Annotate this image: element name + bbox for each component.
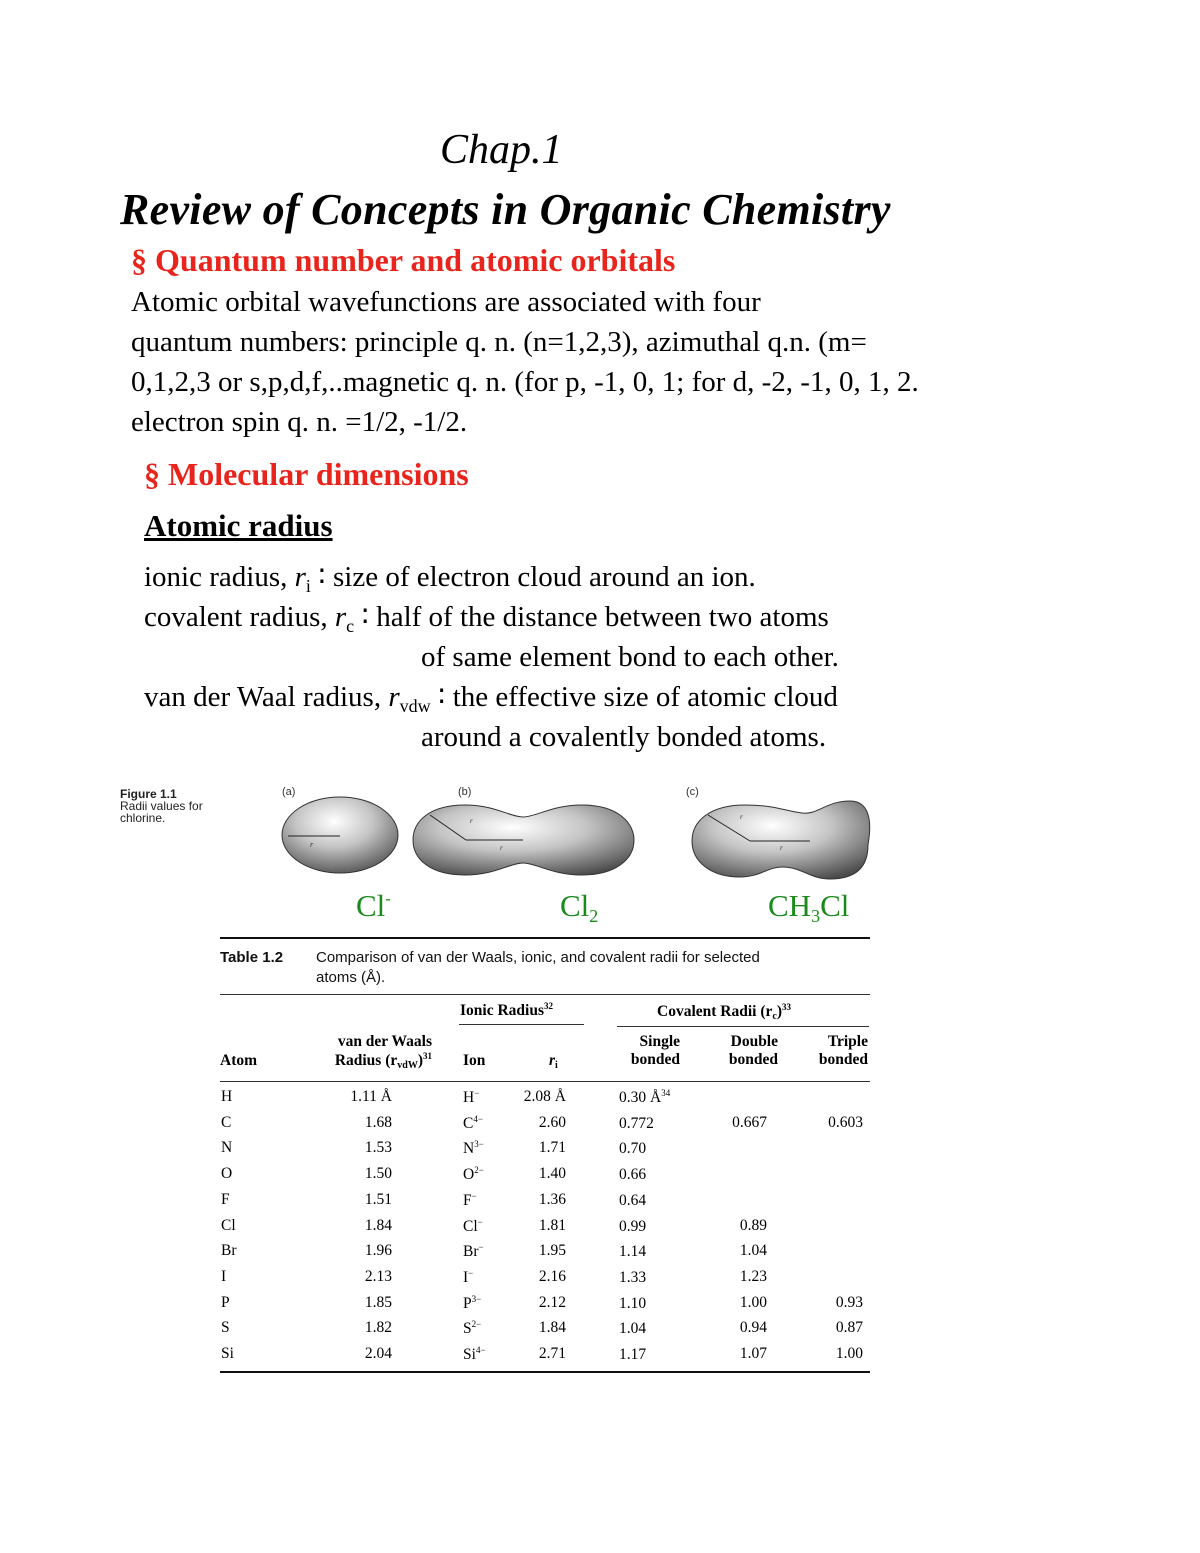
cell-triple: 0.603 bbox=[828, 1113, 863, 1131]
cell-atom: Br bbox=[221, 1242, 237, 1260]
vdw-radius-line: van der Waal radius, $r_{vdw}$ ∶ the effective size of atomic cloud bbox=[144, 681, 838, 716]
paragraph-line: Atomic orbital wavefunctions are associated with four bbox=[131, 286, 761, 318]
cell-vdw: 1.84 bbox=[364, 1216, 392, 1234]
paragraph-quantum bbox=[131, 282, 919, 442]
cell-vdw: 1.68 bbox=[364, 1113, 392, 1131]
cell-single: 0.70 bbox=[619, 1140, 647, 1158]
covalent-group-rule bbox=[617, 1026, 869, 1027]
cell-triple: 0.93 bbox=[835, 1293, 863, 1311]
section-heading-dimensions: § Molecular dimensions bbox=[144, 456, 469, 492]
cell-atom: S bbox=[221, 1319, 230, 1337]
cell-ri: 2.71 bbox=[538, 1345, 566, 1362]
cell-single: 1.17 bbox=[619, 1346, 647, 1363]
figure-caption: Figure 1.1 Radii values for chlorine. bbox=[120, 787, 203, 825]
svg-text:r: r bbox=[310, 840, 314, 849]
species-label-chloromethane: $CH_3Cl$ bbox=[768, 888, 850, 926]
cell-atom: O bbox=[221, 1165, 233, 1183]
cell-ion: $P^{3-}$ bbox=[463, 1293, 482, 1312]
cell-ion: $N^{3-}$ bbox=[463, 1139, 484, 1158]
cell-single: 0.64 bbox=[619, 1191, 647, 1209]
cell-ion: $S^{2-}$ bbox=[463, 1319, 482, 1338]
table-group-covalent: Covalent Radii (rc)$^{33}$ bbox=[657, 1002, 792, 1022]
vdw-radius-continuation: around a covalently bonded atoms. bbox=[421, 721, 827, 753]
cell-ion: Cl− bbox=[463, 1216, 483, 1235]
col-header-single: Single bonded bbox=[630, 1033, 680, 1068]
table-header-top-rule bbox=[220, 994, 870, 995]
cell-ri: 1.36 bbox=[538, 1190, 566, 1208]
cell-vdw: 1.96 bbox=[364, 1242, 392, 1260]
cell-atom: Si bbox=[221, 1345, 234, 1362]
cell-double: 1.00 bbox=[739, 1293, 767, 1311]
cell-triple: 1.00 bbox=[835, 1345, 863, 1362]
col-header-atom: Atom bbox=[220, 1052, 258, 1069]
cell-ri: 1.71 bbox=[538, 1139, 566, 1157]
cell-vdw: 1.11 Å bbox=[350, 1088, 392, 1105]
cell-ri: 1.40 bbox=[538, 1165, 566, 1183]
page-title: Review of Concepts in Organic Chemistry bbox=[120, 185, 891, 234]
cell-vdw: 1.53 bbox=[364, 1139, 392, 1157]
cell-vdw: 1.85 bbox=[364, 1293, 392, 1311]
cell-ion: $O^{2-}$ bbox=[463, 1165, 484, 1184]
cell-single: 1.04 bbox=[619, 1320, 647, 1338]
chapter-label: Chap.1 bbox=[440, 127, 563, 173]
cell-atom: C bbox=[221, 1113, 232, 1131]
cell-ri: 2.12 bbox=[538, 1293, 566, 1311]
cell-atom: Cl bbox=[221, 1216, 236, 1234]
svg-text:r: r bbox=[470, 817, 473, 825]
paragraph-line: electron spin q. n. =1/2, -1/2. bbox=[131, 406, 468, 438]
cell-ion: $Si^{4-}$ bbox=[463, 1345, 486, 1363]
cell-single: 0.99 bbox=[619, 1217, 647, 1235]
panel-label-b: (b) bbox=[458, 786, 472, 798]
cell-ion: F− bbox=[463, 1190, 477, 1209]
table-bottom-rule bbox=[220, 1371, 870, 1373]
orbital-figure bbox=[270, 795, 880, 890]
table-group-ionic: Ionic Radius$^{32}$ bbox=[460, 1001, 553, 1019]
cell-single: 1.33 bbox=[619, 1268, 647, 1286]
chloromethane-shape bbox=[692, 801, 870, 879]
cell-double: 0.667 bbox=[732, 1113, 767, 1131]
covalent-radius-line: covalent radius, $r_c$ ∶ half of the distance between two atoms bbox=[144, 601, 829, 636]
paragraph-line: 0,1,2,3 or s,p,d,f,..magnetic q. n. (for p, -1, 0, 1; for d, -2, -1, 0, 1, 2. bbox=[131, 366, 919, 398]
section-heading-quantum: § Quantum number and atomic orbitals bbox=[131, 242, 676, 278]
cell-ri: 2.60 bbox=[538, 1113, 566, 1131]
cell-vdw: 2.13 bbox=[364, 1267, 392, 1285]
cell-atom: I bbox=[221, 1267, 227, 1285]
chloride-ion-shape bbox=[282, 797, 398, 873]
cell-double: 1.07 bbox=[739, 1345, 767, 1362]
col-header-double: Double bonded bbox=[728, 1033, 778, 1068]
table-header-bottom-rule bbox=[220, 1081, 870, 1082]
panel-label-c: (c) bbox=[686, 786, 699, 798]
subheading-atomic-radius: Atomic radius bbox=[144, 508, 333, 543]
cell-atom: N bbox=[221, 1139, 233, 1157]
ionic-group-rule bbox=[459, 1024, 584, 1025]
cell-ri: 1.95 bbox=[538, 1242, 566, 1260]
col-header-ion: Ion bbox=[463, 1052, 486, 1069]
cell-vdw: 1.82 bbox=[364, 1319, 392, 1337]
svg-text:r: r bbox=[780, 844, 783, 852]
ionic-radius-line: ionic radius, $r_i$ ∶ size of electron cloud around an ion. bbox=[144, 561, 756, 596]
cell-atom: F bbox=[221, 1190, 230, 1208]
species-label-chlorine: $Cl_2$ bbox=[560, 888, 599, 926]
cell-single: 0.772 bbox=[619, 1114, 654, 1132]
cell-ion: $C^{4-}$ bbox=[463, 1113, 483, 1132]
cell-ri: 2.16 bbox=[538, 1267, 566, 1285]
panel-label-a: (a) bbox=[282, 786, 296, 798]
col-header-triple: Triple bonded bbox=[818, 1033, 868, 1068]
cell-double: 0.89 bbox=[739, 1216, 767, 1234]
paragraph-line: quantum numbers: principle q. n. (n=1,2,3), azimuthal q.n. (m= bbox=[131, 326, 867, 358]
cell-ri: 1.84 bbox=[538, 1319, 566, 1337]
col-header-ri: ri bbox=[549, 1052, 558, 1071]
cell-vdw: 1.50 bbox=[364, 1165, 392, 1183]
cell-triple: 0.87 bbox=[835, 1319, 863, 1337]
cell-double: 1.04 bbox=[739, 1242, 767, 1260]
table-top-rule bbox=[220, 937, 870, 939]
cell-single: 0.66 bbox=[619, 1166, 647, 1184]
species-label-chloride: Cl- bbox=[356, 888, 391, 923]
cell-single: 1.14 bbox=[619, 1243, 647, 1261]
chlorine-molecule-shape bbox=[413, 805, 634, 875]
cell-ri: 2.08 Å bbox=[523, 1088, 566, 1105]
cell-ion: Br− bbox=[463, 1242, 484, 1261]
cell-vdw: 2.04 bbox=[364, 1345, 392, 1362]
cell-atom: P bbox=[221, 1293, 230, 1311]
cell-atom: H bbox=[221, 1088, 233, 1105]
cell-double: 1.23 bbox=[739, 1267, 767, 1285]
table-caption: Comparison of van der Waals, ionic, and covalent radii for selected atoms (Å). bbox=[316, 949, 760, 986]
cell-vdw: 1.51 bbox=[364, 1190, 392, 1208]
cell-double: 0.94 bbox=[739, 1319, 767, 1337]
cell-ri: 1.81 bbox=[538, 1216, 566, 1234]
svg-text:r: r bbox=[500, 844, 503, 852]
covalent-radius-continuation: of same element bond to each other. bbox=[421, 641, 839, 673]
svg-text:r: r bbox=[740, 813, 743, 821]
table-caption-label: Table 1.2 bbox=[220, 949, 284, 966]
cell-ion: H− bbox=[463, 1088, 480, 1106]
cell-single: 0.30 $Å^{34}$ bbox=[619, 1088, 671, 1106]
col-header-vdw: van der Waals Radius (rvdW)$^{31}$ bbox=[334, 1033, 432, 1071]
cell-single: 1.10 bbox=[619, 1294, 647, 1312]
cell-ion: I− bbox=[463, 1267, 474, 1286]
